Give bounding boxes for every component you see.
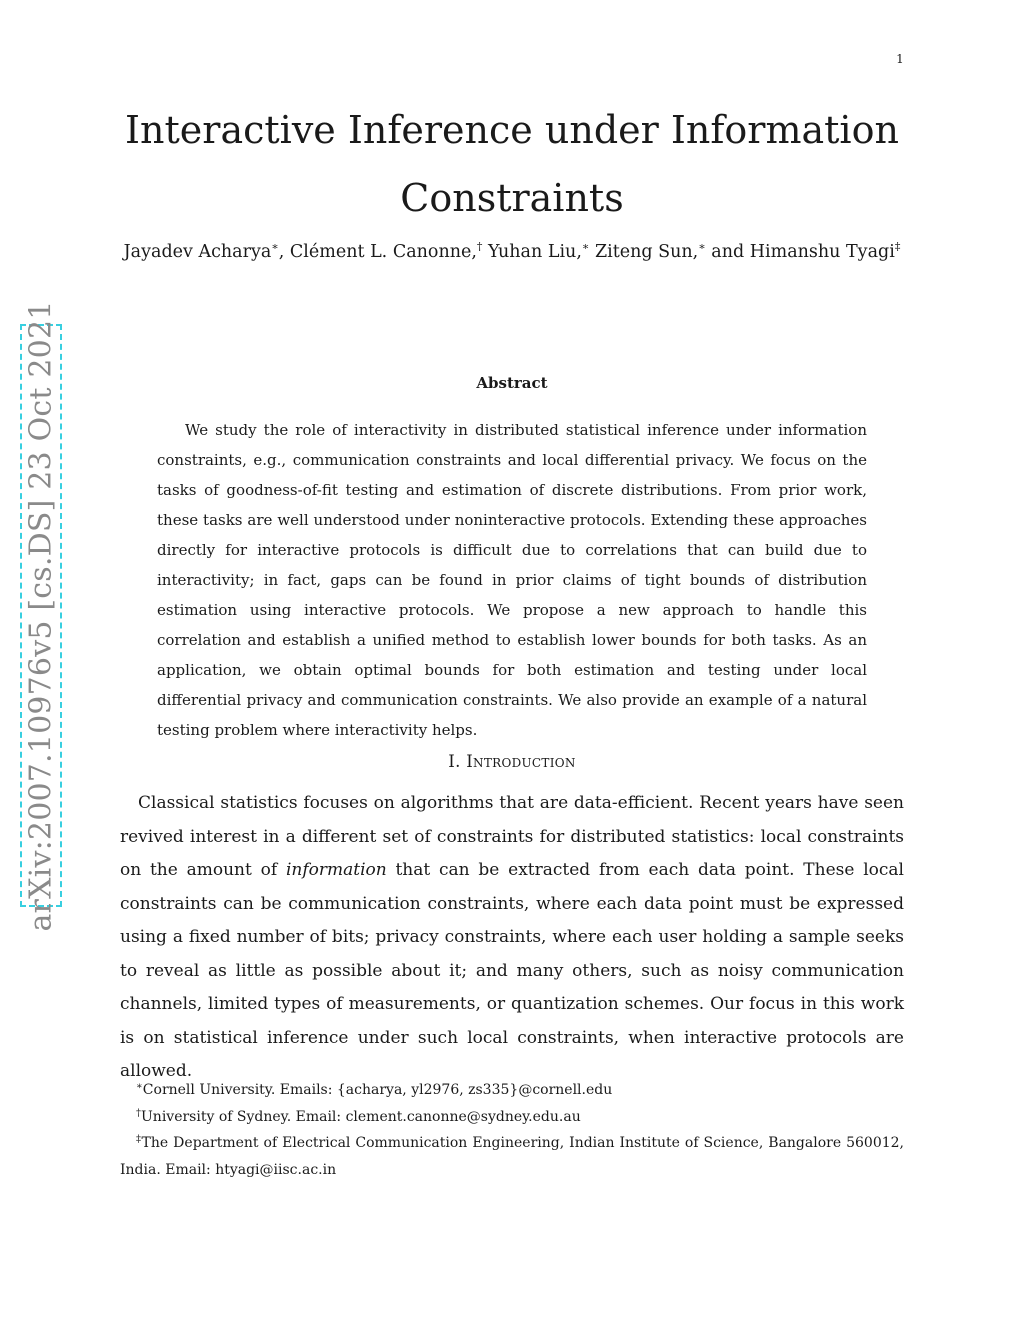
footnote: †University of Sydney. Email: clement.canonne@sydney.edu.au [136, 1107, 581, 1125]
section-heading-introduction: I. Introduction [448, 752, 576, 771]
author: Ziteng Sun,∗ and [594, 240, 750, 262]
author-list [110, 238, 914, 266]
abstract-text: We study the role of interactivity in distributed statistical inference under information constraints, e.g., communication constraints and local differential privacy. We focus on the tasks of goodness-of-fit testing and estimation of discrete distributions. From prior work, these tasks are well understood under noninteractive protocols. Extending these approaches directly for interactive protocols is difficult due to correlations that can build due to interactivity; in fact, gaps can be found in prior claims of tight bounds of distribution estimation using interactive protocols. We propose a new approach to handle this correlation and establish a unified method to establish lower bounds for both tasks. As an application, we obtain optimal bounds for both estimation and testing under local differential privacy and communication constraints. We also provide an example of a natural testing problem where interactivity helps. [157, 421, 867, 739]
paper-title: Interactive Inference under Information Constraints [125, 108, 899, 220]
introduction-paragraph: Classical statistics focuses on algorithms that are data-efficient. Recent years have seen revived interest in a different set of constraints for distributed statistics: local constraints on the amount of information that can be extracted from each data point. These local constraints can be communication constraints, where each data point must be expressed using a fixed number of bits; privacy constraints, where each user holding a sample seeks to reveal as little as possible about it; and many others, such as noisy communication channels, limited types of measurements, or quantization schemes. Our focus in this work is on statistical inference under such local constraints, when interactive protocols are allowed. [120, 793, 904, 1081]
author: Jayadev Acharya∗, [123, 240, 290, 262]
footnote: ∗Cornell University. Emails: {acharya, yl2976, zs335}@cornell.edu [136, 1081, 613, 1098]
author: Himanshu Tyagi‡ [749, 240, 901, 262]
footnote: ‡The Department of Electrical Communication Engineering, Indian Institute of Science, Bangalore 560012, India. Email: htyagi@iisc.ac.in [120, 1134, 905, 1178]
author: Clément L. Canonne,† [289, 240, 483, 262]
page-number: 1 [896, 52, 904, 66]
arxiv-identifier-stamp [20, 299, 62, 932]
footnotes [120, 1077, 904, 1183]
arxiv-identifier: arXiv:2007.10976v5 [cs.DS] 23 Oct 2021 [23, 299, 59, 932]
abstract-heading: Abstract [476, 374, 548, 392]
emphasis-word: information [285, 860, 387, 880]
author: Yuhan Liu,∗ [487, 240, 590, 262]
